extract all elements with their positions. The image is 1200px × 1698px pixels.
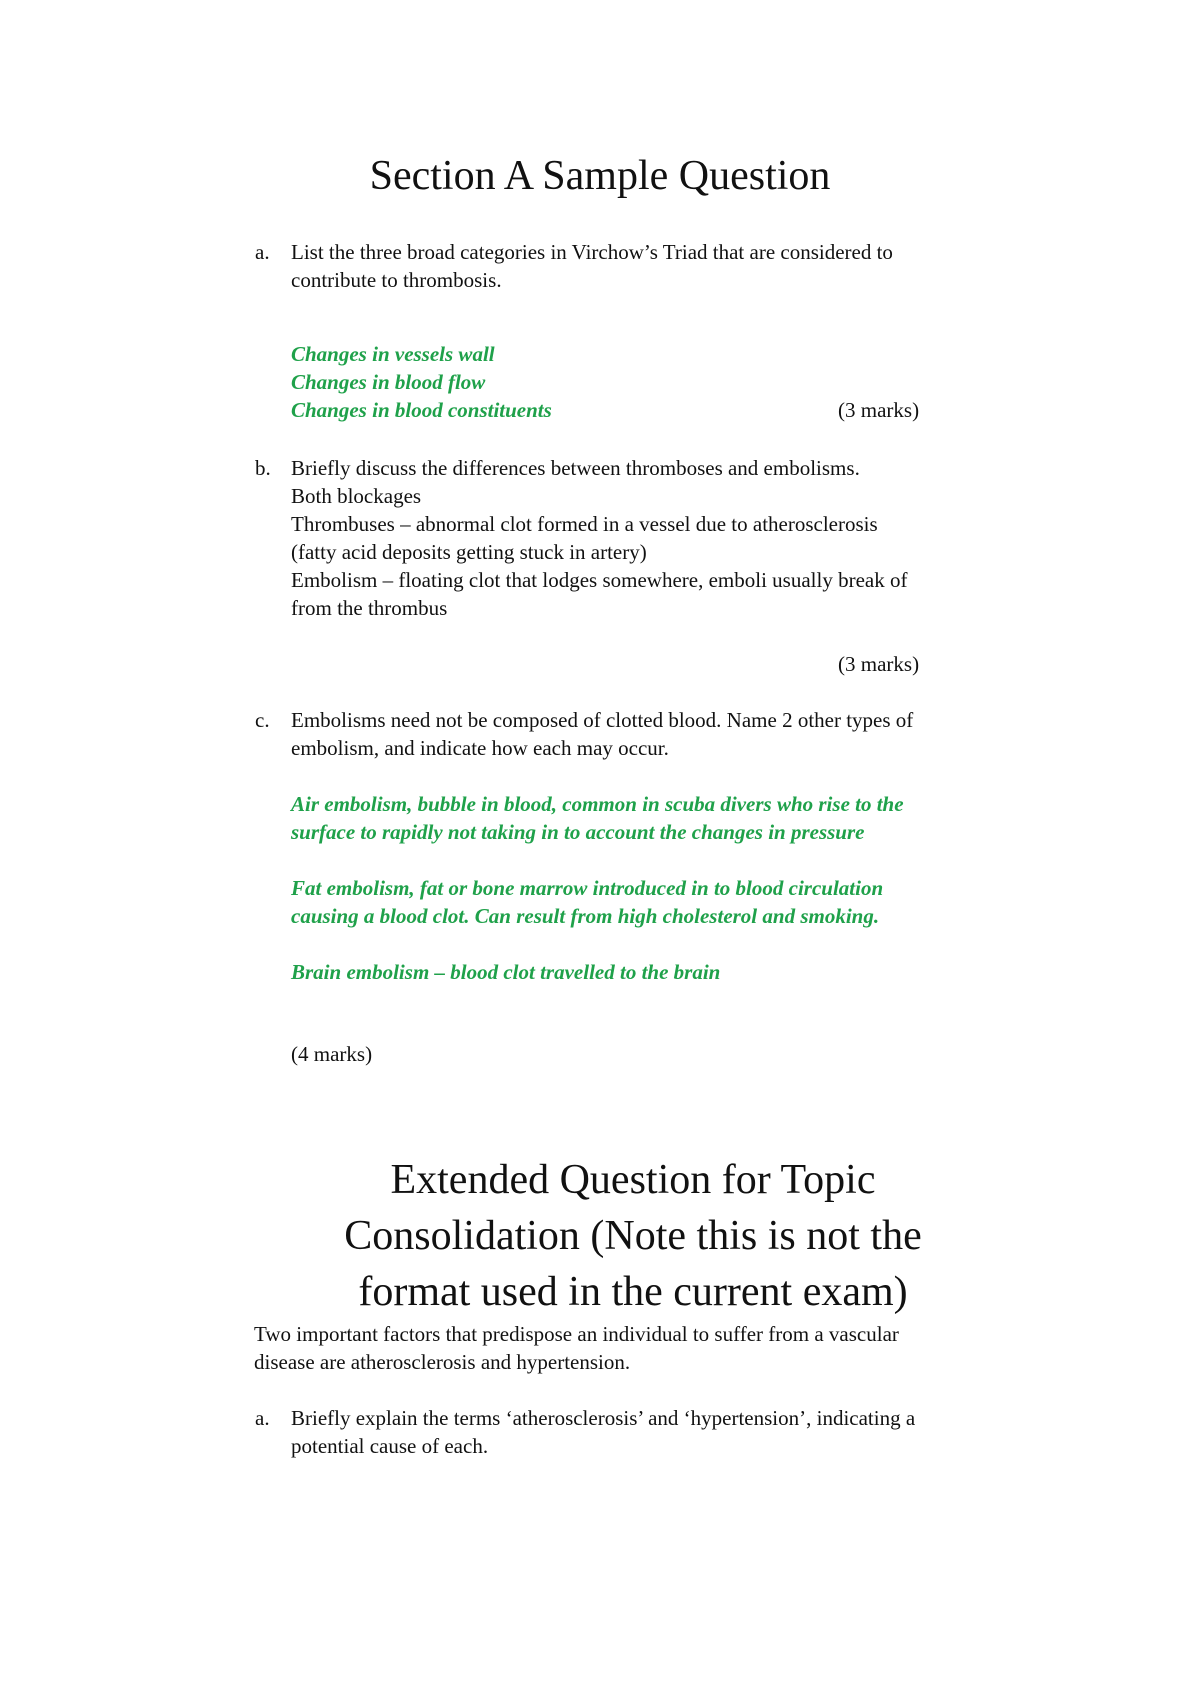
question-c-label: c.	[255, 708, 270, 732]
extended-intro-line-2: disease are atherosclerosis and hypertension.	[254, 1350, 631, 1374]
extended-title-line-2: Consolidation (Note this is not the	[344, 1213, 922, 1259]
question-b-label: b.	[255, 456, 271, 480]
extended-intro-line-1: Two important factors that predispose an individual to suffer from a vascular	[254, 1322, 899, 1346]
question-c-marks: (4 marks)	[291, 1042, 373, 1066]
extended-title-line-1: Extended Question for Topic	[390, 1157, 876, 1203]
question-b-line-1: Briefly discuss the differences between thromboses and embolisms.	[291, 456, 860, 480]
extended-question-title	[238, 1152, 1028, 1320]
question-b-line-6: from the thrombus	[291, 596, 448, 620]
question-b-marks: (3 marks)	[838, 652, 920, 676]
question-b-line-2: Both blockages	[291, 484, 422, 508]
extended-question-a-line-1: Briefly explain the terms ‘atherosclerosis’ and ‘hypertension’, indicating a	[291, 1406, 916, 1430]
question-b-line-5: Embolism – floating clot that lodges somewhere, emboli usually break of	[291, 568, 908, 592]
answer-a-1: Changes in vessels wall	[291, 342, 495, 366]
answer-c-fat-2: causing a blood clot. Can result from high cholesterol and smoking.	[291, 904, 880, 928]
answer-c-air-2: surface to rapidly not taking in to account the changes in pressure	[291, 820, 865, 844]
question-a-line-2: contribute to thrombosis.	[291, 268, 502, 292]
question-b-line-4: (fatty acid deposits getting stuck in artery)	[291, 540, 647, 564]
question-b-line-3: Thrombuses – abnormal clot formed in a vessel due to atherosclerosis	[291, 512, 878, 536]
extended-title-line-3: format used in the current exam)	[358, 1269, 908, 1315]
question-a-marks: (3 marks)	[838, 398, 920, 422]
extended-question-a-label: a.	[255, 1406, 270, 1430]
answer-a-2: Changes in blood flow	[291, 370, 486, 394]
section-a-title: Section A Sample Question	[369, 153, 831, 199]
extended-question-a-line-2: potential cause of each.	[291, 1434, 489, 1458]
question-a-label: a.	[255, 240, 270, 264]
question-a-line-1: List the three broad categories in Virchow’s Triad that are considered to	[291, 240, 893, 264]
answer-c-brain: Brain embolism – blood clot travelled to the brain	[291, 960, 721, 984]
question-c-line-1: Embolisms need not be composed of clotted blood. Name 2 other types of	[291, 708, 914, 732]
answer-a-3: Changes in blood constituents	[291, 398, 552, 422]
question-c-line-2: embolism, and indicate how each may occur.	[291, 736, 669, 760]
answer-c-fat-1: Fat embolism, fat or bone marrow introduced in to blood circulation	[291, 876, 884, 900]
answer-c-air-1: Air embolism, bubble in blood, common in scuba divers who rise to the	[291, 792, 904, 816]
